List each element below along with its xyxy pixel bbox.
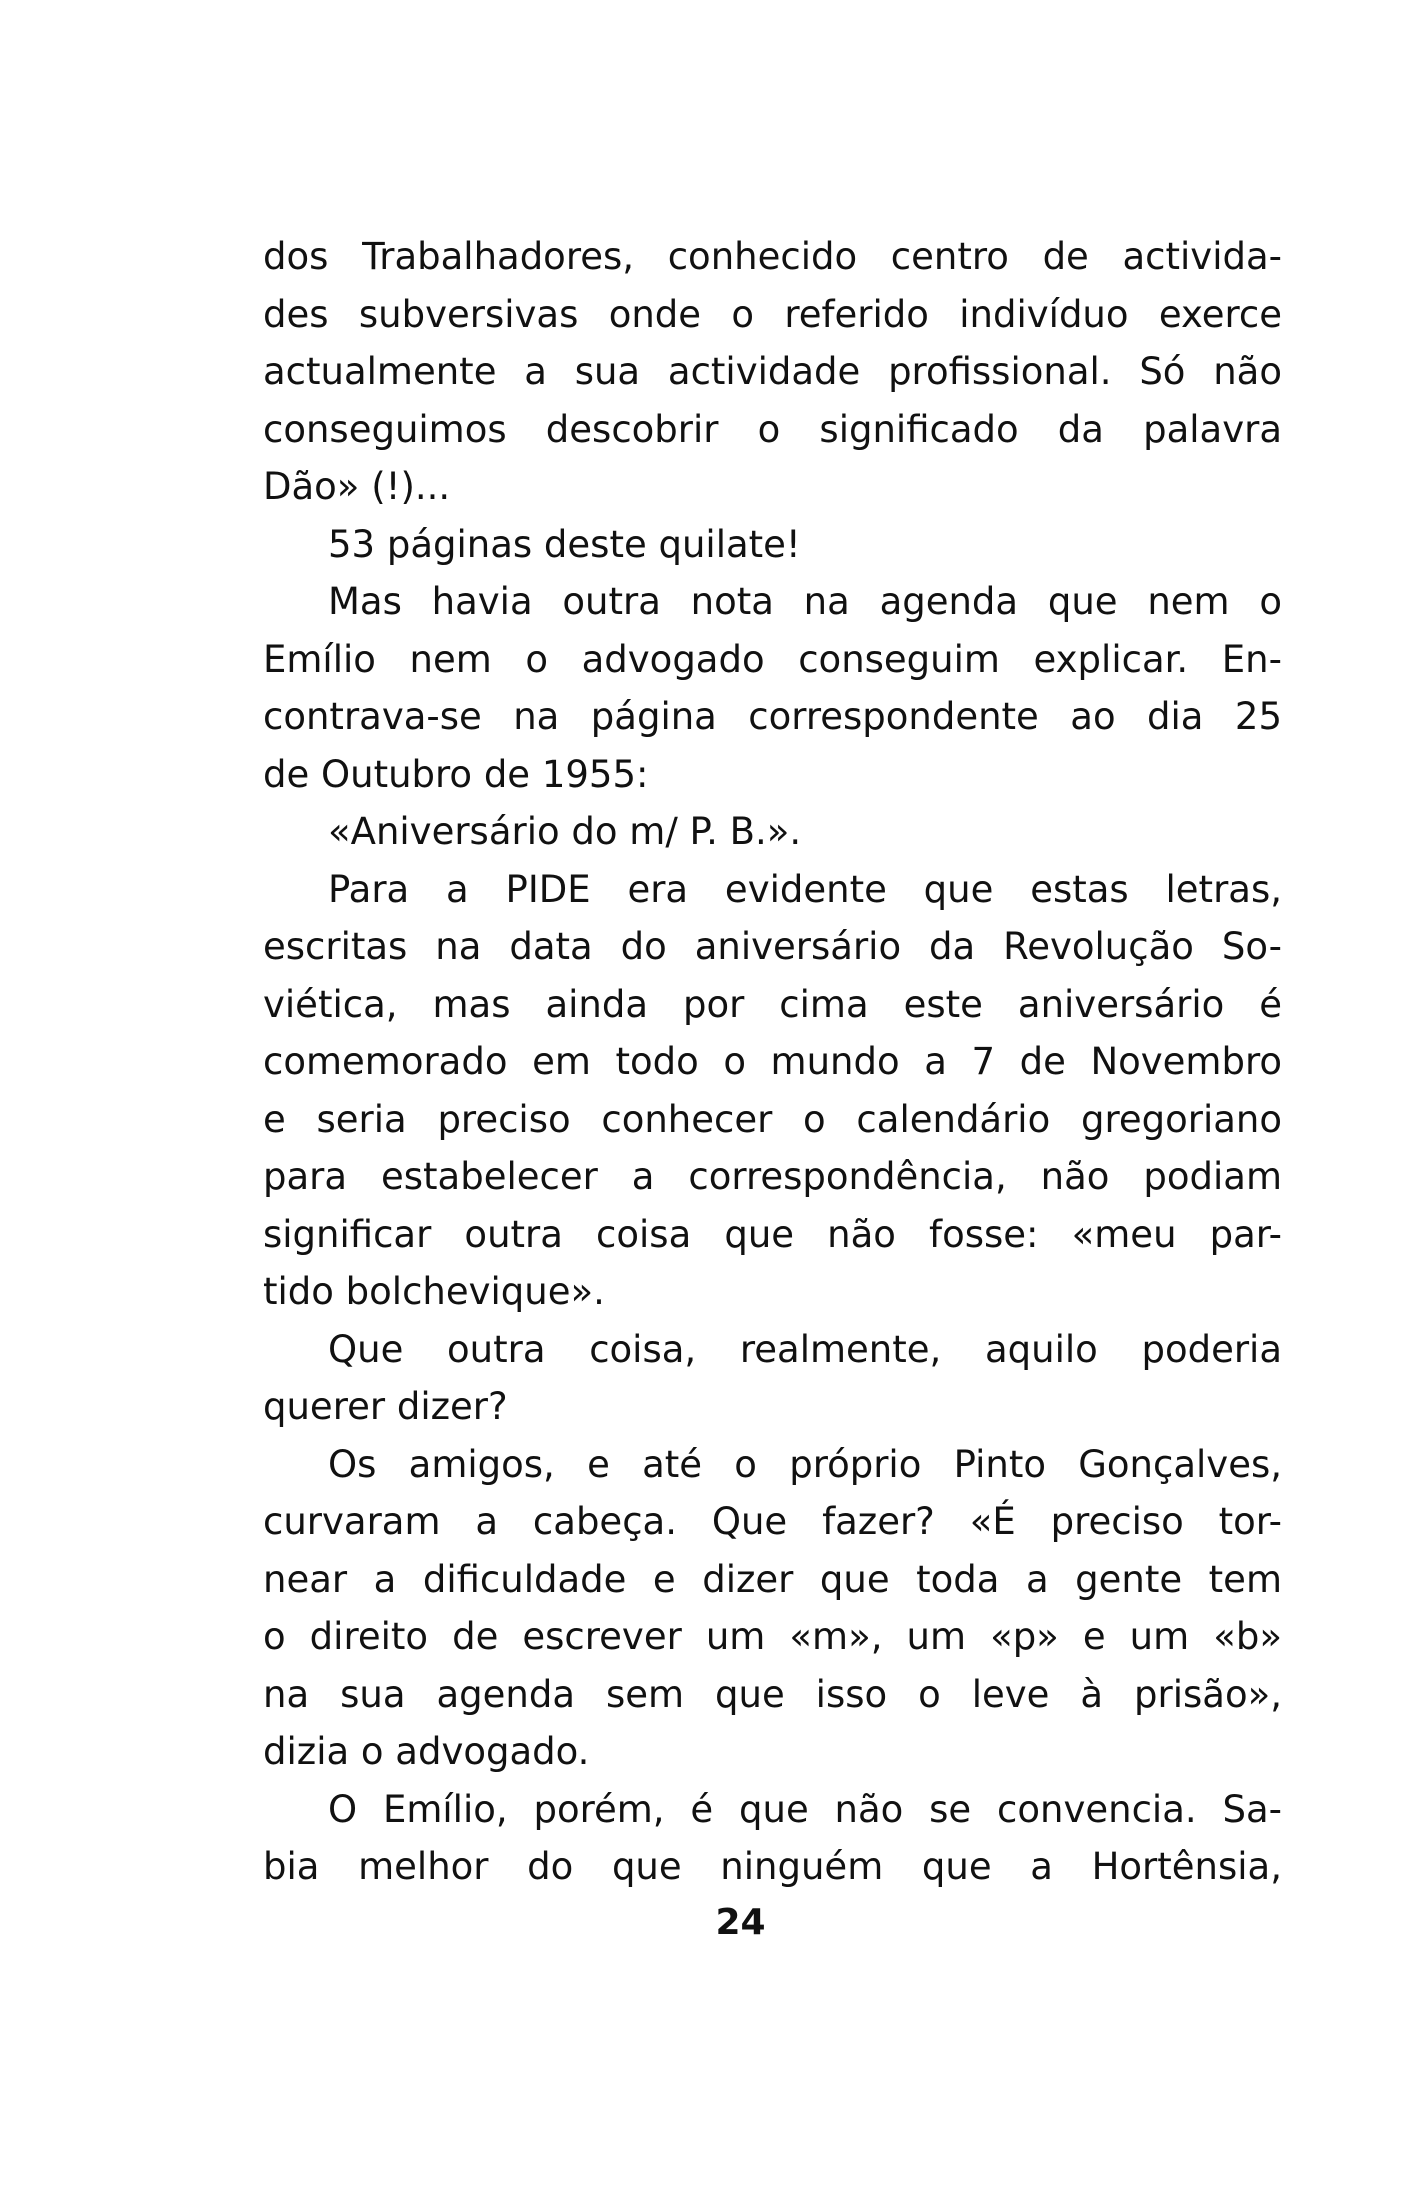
paragraph-first-line: Para a PIDE era evidente que estas letras,: [328, 867, 1282, 911]
text-line: escritas na data do aniversário da Revolução So-: [263, 925, 1282, 968]
text-line: comemorado em todo o mundo a 7 de Novembro: [263, 1040, 1282, 1083]
body-text: [263, 228, 1282, 1896]
text-line: near a dificuldade e dizer que toda a gente tem: [263, 1557, 1282, 1601]
text-line: para estabelecer a correspondência, não podiam: [263, 1155, 1282, 1198]
paragraph-first-line: 53 páginas deste quilate!: [328, 522, 801, 566]
text-line: significar outra coisa que não fosse: «meu par-: [263, 1212, 1282, 1256]
text-line: de Outubro de 1955:: [263, 752, 649, 796]
page-number: 24: [715, 1902, 766, 1943]
text-line: viética, mas ainda por cima este aniversário é: [263, 982, 1282, 1026]
paragraph-first-line: Os amigos, e até o próprio Pinto Gonçalves,: [328, 1442, 1282, 1486]
text-line: conseguimos descobrir o significado da palavra: [263, 407, 1282, 451]
text-line: bia melhor do que ninguém que a Hortênsia,: [263, 1845, 1282, 1888]
text-line: actualmente a sua actividade profissional. Só não: [263, 350, 1282, 393]
text-line: Dão» (!)...: [263, 465, 451, 508]
text-line: o direito de escrever um «m», um «p» e um «b»: [263, 1615, 1282, 1658]
text-line: dizia o advogado.: [263, 1730, 590, 1773]
text-line: Emílio nem o advogado conseguim explicar. En-: [263, 637, 1282, 681]
text-line: des subversivas onde o referido indivíduo exerce: [263, 292, 1282, 336]
text-line: contrava-se na página correspondente ao dia 25: [263, 695, 1282, 738]
paragraph-first-line: Que outra coisa, realmente, aquilo poderia: [328, 1327, 1282, 1371]
text-line: curvaram a cabeça. Que fazer? «É preciso tor-: [263, 1500, 1282, 1543]
quoted-note: «Aniversário do m/ P. B.».: [328, 810, 802, 853]
text-line: tido bolchevique».: [263, 1270, 605, 1313]
text-line: na sua agenda sem que isso o leve à prisão»,: [263, 1672, 1282, 1716]
paragraph-first-line: O Emílio, porém, é que não se convencia. Sa-: [328, 1787, 1282, 1831]
paragraph-first-line: Mas havia outra nota na agenda que nem o: [328, 580, 1282, 623]
text-line: e seria preciso conhecer o calendário gregoriano: [263, 1097, 1282, 1141]
text-line: querer dizer?: [263, 1385, 508, 1428]
text-line: dos Trabalhadores, conhecido centro de activida-: [263, 235, 1282, 278]
